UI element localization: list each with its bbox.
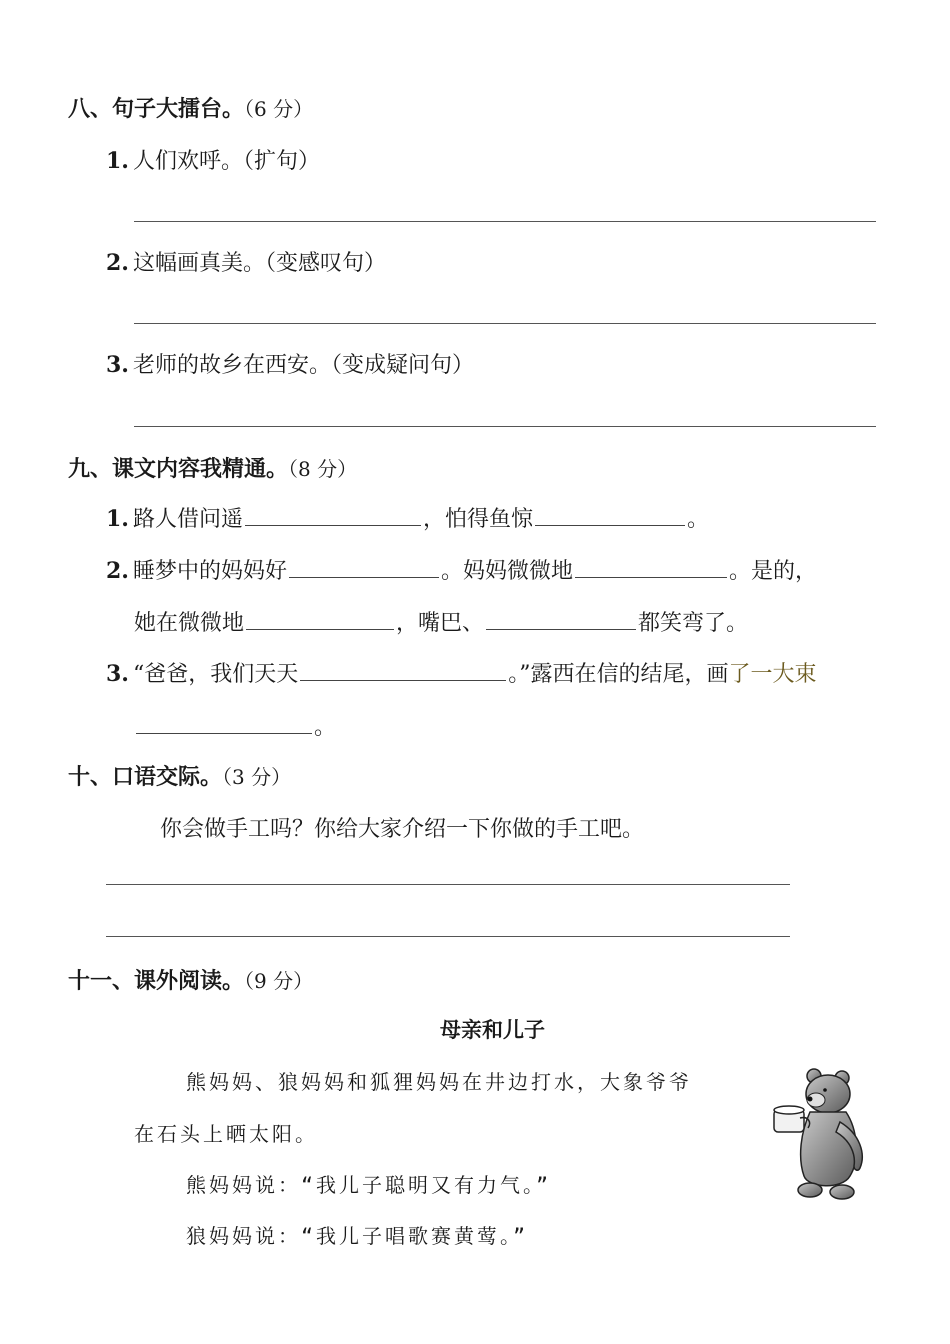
fill-blank[interactable] (486, 628, 636, 630)
q-number: 2. (106, 558, 129, 584)
q-number: 3. (106, 661, 129, 687)
q-text: ，怕得鱼惊 (422, 507, 533, 532)
answer-line[interactable] (106, 884, 790, 885)
q-text: 。妈妈微微地 (440, 559, 573, 584)
q-text: 老师的故乡在西安。（变成疑问句） (132, 353, 474, 378)
q-text: 她在微微地 (134, 611, 245, 636)
q-text: 这幅画真美。（变感叹句） (132, 251, 386, 276)
section-11-title: 十一、课外阅读。 (68, 969, 245, 994)
sec9-q2-line1 (106, 554, 817, 585)
sec9-q2-line2 (134, 606, 748, 637)
q-text: 了一大束 (728, 662, 817, 687)
q-text: 都笑弯了。 (638, 611, 749, 636)
q-text: 。是的， (729, 559, 818, 584)
q-text: “爸爸，我们天天 (132, 662, 299, 687)
reading-title: 母亲和儿子 (440, 1018, 545, 1042)
q-text: 睡梦中的妈妈好 (132, 559, 287, 584)
fill-blank[interactable] (289, 576, 439, 578)
section-10-heading (68, 760, 291, 791)
section-10-title: 十、口语交际。 (68, 765, 223, 790)
fill-blank[interactable] (246, 628, 394, 630)
reading-paragraph-2: 熊妈妈说：“我儿子聪明又有力气。” (186, 1173, 552, 1197)
fill-blank[interactable] (575, 576, 727, 578)
section-8-score: （6 分） (244, 97, 314, 121)
q-text: 。 (314, 715, 337, 740)
bear-illustration (770, 1064, 870, 1204)
sec8-q2 (106, 246, 386, 277)
sec9-q1 (106, 502, 709, 533)
answer-line[interactable] (134, 323, 876, 324)
reading-paragraph-3: 狼妈妈说：“我儿子唱歌赛黄莺。” (186, 1224, 529, 1248)
section-9-heading (68, 452, 357, 483)
section-11-heading (68, 964, 313, 995)
q-text: 路人借问遥 (132, 507, 243, 532)
q-number: 2. (106, 250, 129, 276)
section-8-heading (68, 92, 313, 123)
sec10-prompt: 你会做手工吗？你给大家介绍一下你做的手工吧。 (160, 817, 645, 842)
q-text: ，嘴巴、 (396, 611, 485, 636)
answer-line[interactable] (134, 426, 876, 427)
q-number: 1. (106, 506, 129, 532)
section-9-title: 九、课文内容我精通。 (68, 457, 289, 482)
reading-paragraph-1a: 熊妈妈、狼妈妈和狐狸妈妈在井边打水，大象爷爷 (186, 1070, 692, 1094)
section-10-score: （3 分） (222, 765, 292, 789)
section-8-title: 八、句子大擂台。 (68, 97, 245, 122)
sec9-q3-line2 (134, 710, 336, 741)
answer-line[interactable] (106, 936, 790, 937)
q-number: 1. (106, 148, 129, 174)
q-text: 。 (687, 507, 710, 532)
fill-blank[interactable] (535, 524, 685, 526)
answer-line[interactable] (134, 221, 876, 222)
section-9-score: （8 分） (288, 457, 358, 481)
q-text: 人们欢呼。（扩句） (132, 149, 320, 174)
fill-blank[interactable] (245, 524, 421, 526)
sec8-q1 (106, 144, 320, 175)
section-11-score: （9 分） (244, 969, 314, 993)
fill-blank[interactable] (300, 679, 506, 681)
reading-paragraph-1b: 在石头上晒太阳。 (134, 1122, 318, 1146)
sec8-q3 (106, 348, 474, 379)
fill-blank[interactable] (136, 732, 312, 734)
q-text: 。”露西在信的结尾，画 (508, 662, 729, 687)
sec9-q3-line1 (106, 657, 816, 688)
q-number: 3. (106, 352, 129, 378)
